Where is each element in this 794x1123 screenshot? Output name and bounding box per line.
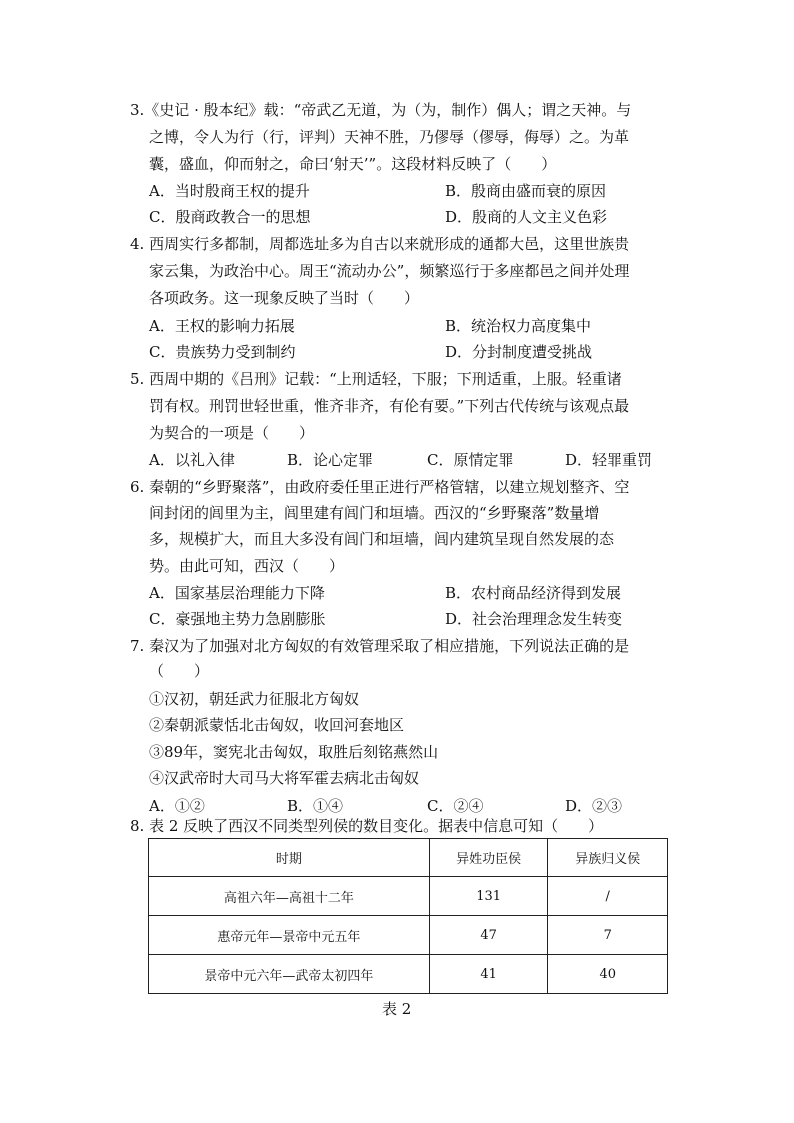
table-2 bbox=[148, 838, 668, 994]
q4-option-b[interactable]: B．统治权力高度集中 bbox=[445, 317, 592, 335]
q6-line-1: 6. 秦朝的“乡野聚落”，由政府委任里正进行严格管辖，以建立规划整齐、空 bbox=[130, 478, 630, 496]
q3-option-d[interactable]: D．殷商的人文主义色彩 bbox=[445, 208, 608, 226]
table-row bbox=[149, 877, 668, 916]
q4-option-c[interactable]: C．贵族势力受到制约 bbox=[149, 343, 296, 361]
q3-line-1: 3.《史记 · 殷本纪》载：“帝武乙无道，为（为，制作）偶人；谓之天神。与 bbox=[130, 101, 632, 119]
q5-option-d[interactable]: D．轻罪重罚 bbox=[565, 451, 653, 469]
table-caption: 表 2 bbox=[382, 1000, 412, 1018]
q7-item-2: ②秦朝派蒙恬北击匈奴，收回河套地区 bbox=[149, 716, 405, 734]
q7-line-2: （ ） bbox=[149, 662, 210, 680]
table-cell-value: 131 bbox=[429, 877, 548, 916]
q6-line-2: 间封闭的闾里为主，闾里建有闾门和垣墙。西汉的“乡野聚落”数量增 bbox=[149, 504, 600, 522]
table-header-merit-marquises: 异姓功臣侯 bbox=[429, 839, 548, 877]
q5-line-2: 罚有权。刑罚世轻世重，惟齐非齐，有伦有要。”下列古代传统与该观点最 bbox=[149, 397, 630, 415]
q4-option-a[interactable]: A．王权的影响力拓展 bbox=[149, 317, 295, 335]
q4-line-2: 家云集，为政治中心。周王“流动办公”，频繁巡行于多座都邑之间并处理 bbox=[149, 262, 630, 280]
q3-line-3: 囊，盛血，仰而射之，命曰‘射天’”。这段材料反映了（ ） bbox=[149, 155, 557, 173]
q5-option-a[interactable]: A．以礼入律 bbox=[149, 451, 235, 469]
q7-option-c[interactable]: C．②④ bbox=[427, 797, 484, 815]
q6-option-a[interactable]: A．国家基层治理能力下降 bbox=[149, 584, 325, 602]
q3-option-a[interactable]: A．当时殷商王权的提升 bbox=[149, 182, 310, 200]
q3-option-b[interactable]: B．殷商由盛而衰的原因 bbox=[445, 182, 607, 200]
q4-option-d[interactable]: D．分封制度遭受挑战 bbox=[445, 343, 593, 361]
q5-line-3: 为契合的一项是（ ） bbox=[149, 424, 315, 442]
table-row bbox=[149, 916, 668, 955]
q7-option-b[interactable]: B．①④ bbox=[287, 797, 344, 815]
q3-line-2: 之博，令人为行（行，评判）天神不胜，乃僇辱（僇辱，侮辱）之。为革 bbox=[149, 128, 630, 146]
table-cell-period: 惠帝元年—景帝中元五年 bbox=[149, 916, 430, 955]
q6-line-4: 势。由此可知，西汉（ ） bbox=[149, 557, 345, 575]
q5-option-b[interactable]: B．论心定罪 bbox=[287, 451, 374, 469]
q7-item-1: ①汉初，朝廷武力征服北方匈奴 bbox=[149, 690, 360, 708]
q3-option-c[interactable]: C．殷商政教合一的思想 bbox=[149, 208, 311, 226]
q6-option-c[interactable]: C．豪强地主势力急剧膨胀 bbox=[149, 610, 326, 628]
table-cell-value: 7 bbox=[548, 916, 668, 955]
q6-option-b[interactable]: B．农村商品经济得到发展 bbox=[445, 584, 622, 602]
table-cell-value: 40 bbox=[548, 955, 668, 994]
q4-line-1: 4. 西周实行多都制，周都选址多为自古以来就形成的通都大邑，这里世族贵 bbox=[130, 235, 630, 253]
q7-option-a[interactable]: A．①② bbox=[149, 797, 205, 815]
table-cell-period: 高祖六年—高祖十二年 bbox=[149, 877, 430, 916]
q8-line-1: 8. 表 2 反映了西汉不同类型列侯的数目变化。据表中信息可知（ ） bbox=[130, 817, 604, 835]
q7-item-4: ④汉武帝时大司马大将军霍去病北击匈奴 bbox=[149, 769, 420, 787]
table-header-row bbox=[149, 839, 668, 877]
table-cell-value: / bbox=[548, 877, 668, 916]
q7-line-1: 7. 秦汉为了加强对北方匈奴的有效管理采取了相应措施，下列说法正确的是 bbox=[130, 637, 630, 655]
q5-option-c[interactable]: C．原情定罪 bbox=[427, 451, 514, 469]
table-cell-value: 41 bbox=[429, 955, 548, 994]
q6-line-3: 多，规模扩大，而且大多没有闾门和垣墙，闾内建筑呈现自然发展的态 bbox=[149, 530, 615, 548]
q7-item-3: ③89年，窦宪北击匈奴，取胜后刻铭燕然山 bbox=[149, 743, 439, 761]
table-header-foreign-marquises: 异族归义侯 bbox=[548, 839, 668, 877]
q5-line-1: 5. 西周中期的《吕刑》记载：“上刑适轻，下服；下刑适重，上服。轻重诸 bbox=[130, 370, 622, 388]
table-cell-value: 47 bbox=[429, 916, 548, 955]
table-row bbox=[149, 955, 668, 994]
q7-option-d[interactable]: D．②③ bbox=[565, 797, 623, 815]
table-cell-period: 景帝中元六年—武帝太初四年 bbox=[149, 955, 430, 994]
q6-option-d[interactable]: D．社会治理理念发生转变 bbox=[445, 610, 623, 628]
table-header-period: 时期 bbox=[149, 839, 430, 877]
q4-line-3: 各项政务。这一现象反映了当时（ ） bbox=[149, 289, 420, 307]
